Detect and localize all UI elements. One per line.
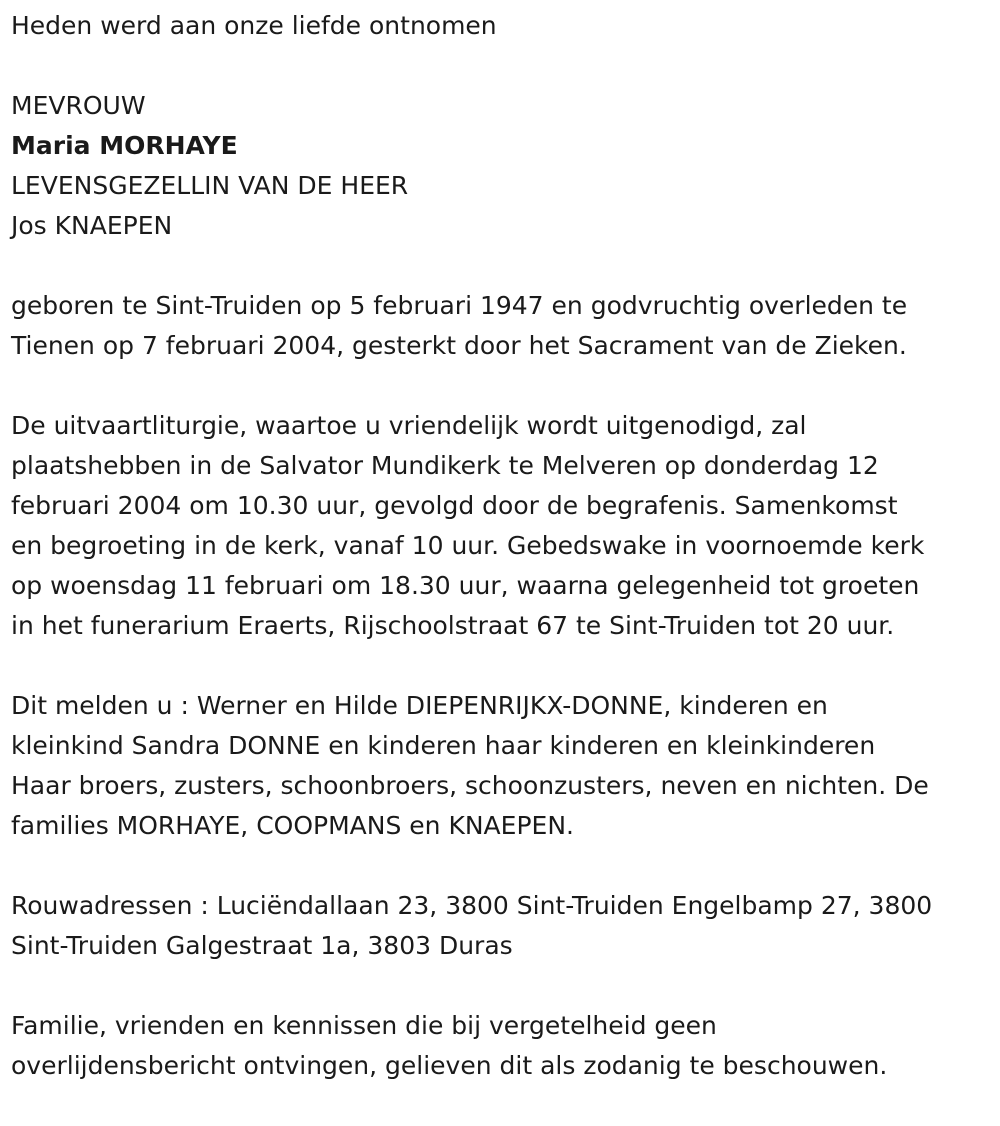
paragraph-line: en begroeting in de kerk, vanaf 10 uur. Gebedswake in voornoemde kerk	[11, 531, 925, 560]
paragraph-line: Haar broers, zusters, schoonbroers, schoonzusters, neven en nichten. De	[11, 771, 929, 800]
honorific: MEVROUW	[11, 91, 146, 120]
spacer	[11, 646, 996, 686]
announcers-paragraph	[11, 686, 996, 846]
paragraph-line: Tienen op 7 februari 2004, gesterkt door het Sacrament van de Zieken.	[11, 331, 907, 360]
spacer	[11, 966, 996, 1006]
partner-name: Jos KNAEPEN	[11, 211, 173, 240]
paragraph-line: De uitvaartliturgie, waartoe u vriendelijk wordt uitgenodigd, zal	[11, 411, 807, 440]
spacer	[11, 366, 996, 406]
paragraph-line: Familie, vrienden en kennissen die bij vergetelheid geen	[11, 1011, 717, 1040]
spacer	[11, 46, 996, 86]
spacer	[11, 846, 996, 886]
intro-text: Heden werd aan onze liefde ontnomen	[11, 11, 497, 40]
paragraph-line: in het funerarium Eraerts, Rijschoolstraat 67 te Sint-Truiden tot 20 uur.	[11, 611, 895, 640]
paragraph-line: Sint-Truiden Galgestraat 1a, 3803 Duras	[11, 931, 513, 960]
deceased-name: Maria MORHAYE	[11, 131, 238, 160]
spacer	[11, 246, 996, 286]
obituary-document	[11, 6, 996, 1086]
paragraph-line: families MORHAYE, COOPMANS en KNAEPEN.	[11, 811, 574, 840]
funeral-paragraph	[11, 406, 996, 646]
paragraph-line: overlijdensbericht ontvingen, gelieven dit als zodanig te beschouwen.	[11, 1051, 888, 1080]
relation-text: LEVENSGEZELLIN VAN DE HEER	[11, 171, 409, 200]
paragraph-line: Rouwadressen : Luciëndallaan 23, 3800 Sint-Truiden Engelbamp 27, 3800	[11, 891, 933, 920]
paragraph-line: februari 2004 om 10.30 uur, gevolgd door de begrafenis. Samenkomst	[11, 491, 898, 520]
paragraph-line: geboren te Sint-Truiden op 5 februari 1947 en godvruchtig overleden te	[11, 291, 908, 320]
paragraph-line: Dit melden u : Werner en Hilde DIEPENRIJKX-DONNE, kinderen en	[11, 691, 828, 720]
birth-death-paragraph	[11, 286, 996, 366]
paragraph-line: op woensdag 11 februari om 18.30 uur, waarna gelegenheid tot groeten	[11, 571, 920, 600]
addresses-paragraph	[11, 886, 996, 966]
closing-paragraph	[11, 1006, 996, 1086]
paragraph-line: kleinkind Sandra DONNE en kinderen haar kinderen en kleinkinderen	[11, 731, 876, 760]
paragraph-line: plaatshebben in de Salvator Mundikerk te Melveren op donderdag 12	[11, 451, 879, 480]
